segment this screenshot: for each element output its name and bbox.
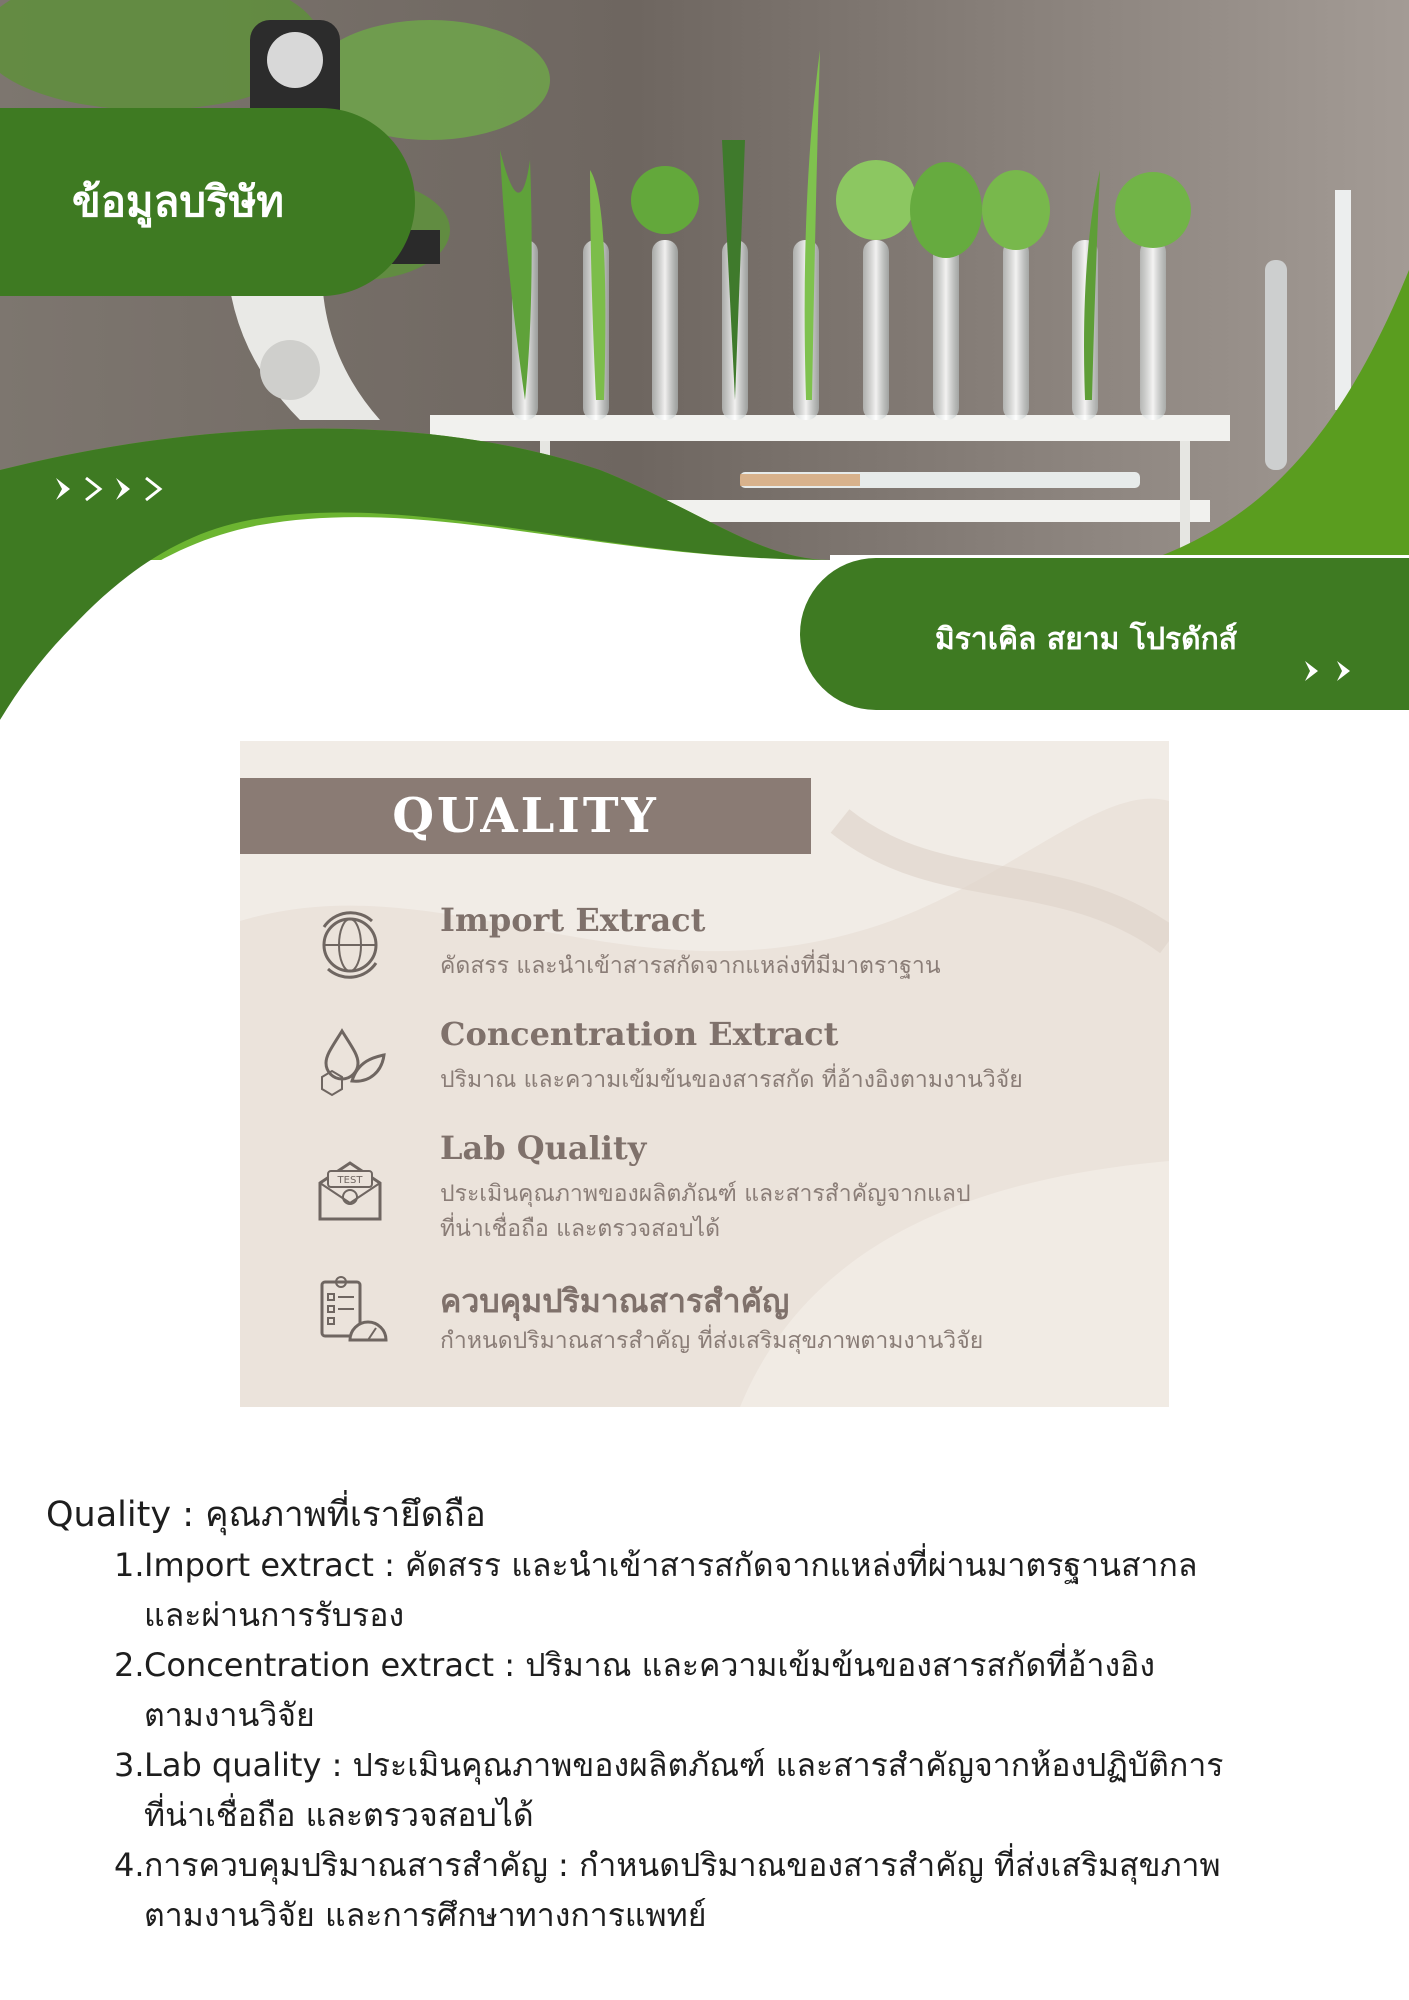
quality-item-desc: ปริมาณ และความเข้มข้นของสารสกัด ที่อ้างอิงตามงานวิจัย xyxy=(440,1067,1023,1093)
details-list xyxy=(46,1540,1376,1940)
list-item xyxy=(46,1540,1366,1640)
brand-name: มิราเคิล สยาม โปรดักส์ xyxy=(935,622,1238,657)
test-envelope-icon xyxy=(312,1149,388,1225)
checklist-gauge-icon xyxy=(312,1272,388,1348)
page-title: ข้อมูลบริษัท xyxy=(72,177,284,226)
chevron-decoration xyxy=(52,474,168,504)
brand-banner xyxy=(800,558,1409,710)
list-line: การควบคุมปริมาณสารสำคัญ : กำหนดปริมาณของสารสำคัญ ที่ส่งเสริมสุขภาพ xyxy=(144,1846,1221,1884)
quality-card xyxy=(240,741,1169,1407)
chevron-right-icon xyxy=(52,474,78,504)
list-line: ที่น่าเชื่อถือ และตรวจสอบได้ xyxy=(144,1796,534,1834)
list-number: 2. xyxy=(114,1646,145,1684)
quality-heading: QUALITY xyxy=(392,788,659,844)
chevron-right-outline-icon xyxy=(82,474,108,504)
list-number: 1. xyxy=(114,1546,145,1584)
list-item xyxy=(46,1740,1366,1840)
quality-item-desc: ที่น่าเชื่อถือ และตรวจสอบได้ xyxy=(440,1216,721,1242)
list-item xyxy=(46,1640,1366,1740)
quality-details xyxy=(46,1490,1376,1940)
chevron-right-outline-icon xyxy=(142,474,168,504)
list-line: ตามงานวิจัย xyxy=(144,1696,315,1734)
title-banner xyxy=(0,108,415,296)
chevron-right-icon xyxy=(112,474,138,504)
globe-refresh-icon xyxy=(312,907,388,983)
list-number: 4. xyxy=(114,1846,145,1884)
list-line: Lab quality : ประเมินคุณภาพของผลิตภัณฑ์ และสารสำคัญจากห้องปฏิบัติการ xyxy=(144,1746,1224,1784)
list-line: และผ่านการรับรอง xyxy=(144,1596,405,1634)
quality-item-desc: กำหนดปริมาณสารสำคัญ ที่ส่งเสริมสุขภาพตามงานวิจัย xyxy=(440,1328,984,1354)
list-line: ตามงานวิจัย และการศึกษาทางการแพทย์ xyxy=(144,1896,707,1934)
chevron-right-icon xyxy=(1302,658,1324,684)
list-line: Concentration extract : ปริมาณ และความเข้มข้นของสารสกัดที่อ้างอิง xyxy=(144,1646,1155,1684)
list-number: 3. xyxy=(114,1746,145,1784)
quality-item-title: Import Extract xyxy=(440,901,706,939)
quality-item-title: Lab Quality xyxy=(440,1129,647,1167)
chevron-right-icon xyxy=(1334,658,1356,684)
leaf-drop-icon xyxy=(312,1021,388,1097)
details-heading: Quality : คุณภาพที่เรายึดถือ xyxy=(46,1495,486,1535)
quality-item-title: ควบคุมปริมาณสารสำคัญ xyxy=(440,1282,790,1320)
quality-header xyxy=(240,778,811,854)
svg-text:TEST: TEST xyxy=(337,1175,363,1186)
hero-banner xyxy=(0,0,1409,730)
quality-item-desc: ประเมินคุณภาพของผลิตภัณฑ์ และสารสำคัญจากแลป xyxy=(440,1181,971,1207)
list-line: Import extract : คัดสรร และนำเข้าสารสกัดจากแหล่งที่ผ่านมาตรฐานสากล xyxy=(144,1546,1198,1584)
quality-item-title: Concentration Extract xyxy=(440,1015,839,1053)
quality-item-desc: คัดสรร และนำเข้าสารสกัดจากแหล่งที่มีมาตราฐาน xyxy=(440,953,941,979)
list-item xyxy=(46,1840,1366,1940)
